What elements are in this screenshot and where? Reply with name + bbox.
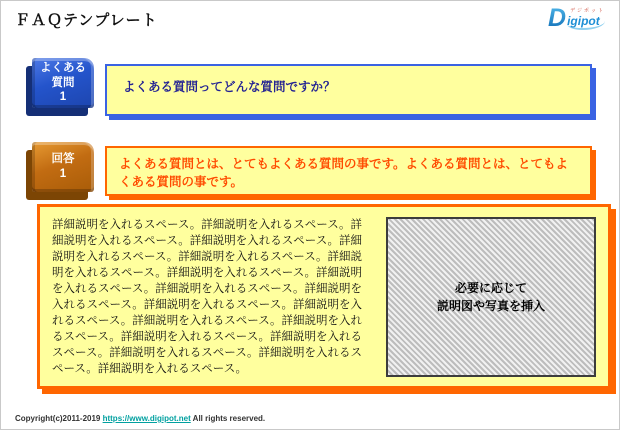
copyright-prefix: Copyright(c)2011-2019 xyxy=(15,414,103,423)
question-label-line2: 質問 xyxy=(51,76,75,89)
question-label-cube xyxy=(32,58,94,108)
question-label-line1: よくある xyxy=(40,61,86,74)
answer-label-line1: 回答 xyxy=(51,153,75,166)
logo-letter-d: D xyxy=(548,4,567,32)
page-title: ＦＡＱテンプレート xyxy=(15,12,158,29)
answer-number: 1 xyxy=(59,168,67,180)
logo-wordmark: igipot xyxy=(567,15,605,30)
image-placeholder-line1: 必要に応じて xyxy=(454,280,527,295)
image-placeholder-line2: 説明図や写真を挿入 xyxy=(436,298,545,313)
answer-detail-box xyxy=(37,204,611,389)
answer-label-cube xyxy=(32,142,94,192)
answer-summary-box xyxy=(105,146,592,196)
answer-detail-text: 詳細説明を入れるスペース。詳細説明を入れるスペース。詳細説明を入れるスペース。詳細説明を入れるスペース。詳細説明を入れるスペース。詳細説明を入れるスペース。詳細説明を入れるスペース。詳細説明を入れるスペース。詳細説明を入れるスペース。詳細説明を入れるスペース。詳細説明を入れるスペース。詳細説明を入れるスペース。詳細説明を入れるスペース。詳細説明を入れるスペース。詳細説明を入れるスペース。詳細説明を入れるスペース。詳細説明を入れるスペース。詳細説明を入れるスペース。詳細説明を入れるスペース。詳細説明を入れるスペース。 xyxy=(52,218,363,375)
logo-ruby-text: デジポット xyxy=(570,8,605,14)
copyright-suffix: All rights reserved. xyxy=(190,414,266,423)
answer-summary-text: よくある質問とは、とてもよくある質問の事です。よくある質問とは、とてもよくある質問の事です。 xyxy=(119,157,569,190)
copyright-link[interactable]: https://www.digipot.net xyxy=(102,414,191,423)
question-box xyxy=(105,64,592,116)
copyright-footer xyxy=(15,414,265,423)
question-text: よくある質問ってどんな質問ですか？ xyxy=(123,80,336,94)
digipot-logo xyxy=(548,6,605,31)
image-placeholder xyxy=(386,217,596,377)
question-number: 1 xyxy=(59,91,67,104)
